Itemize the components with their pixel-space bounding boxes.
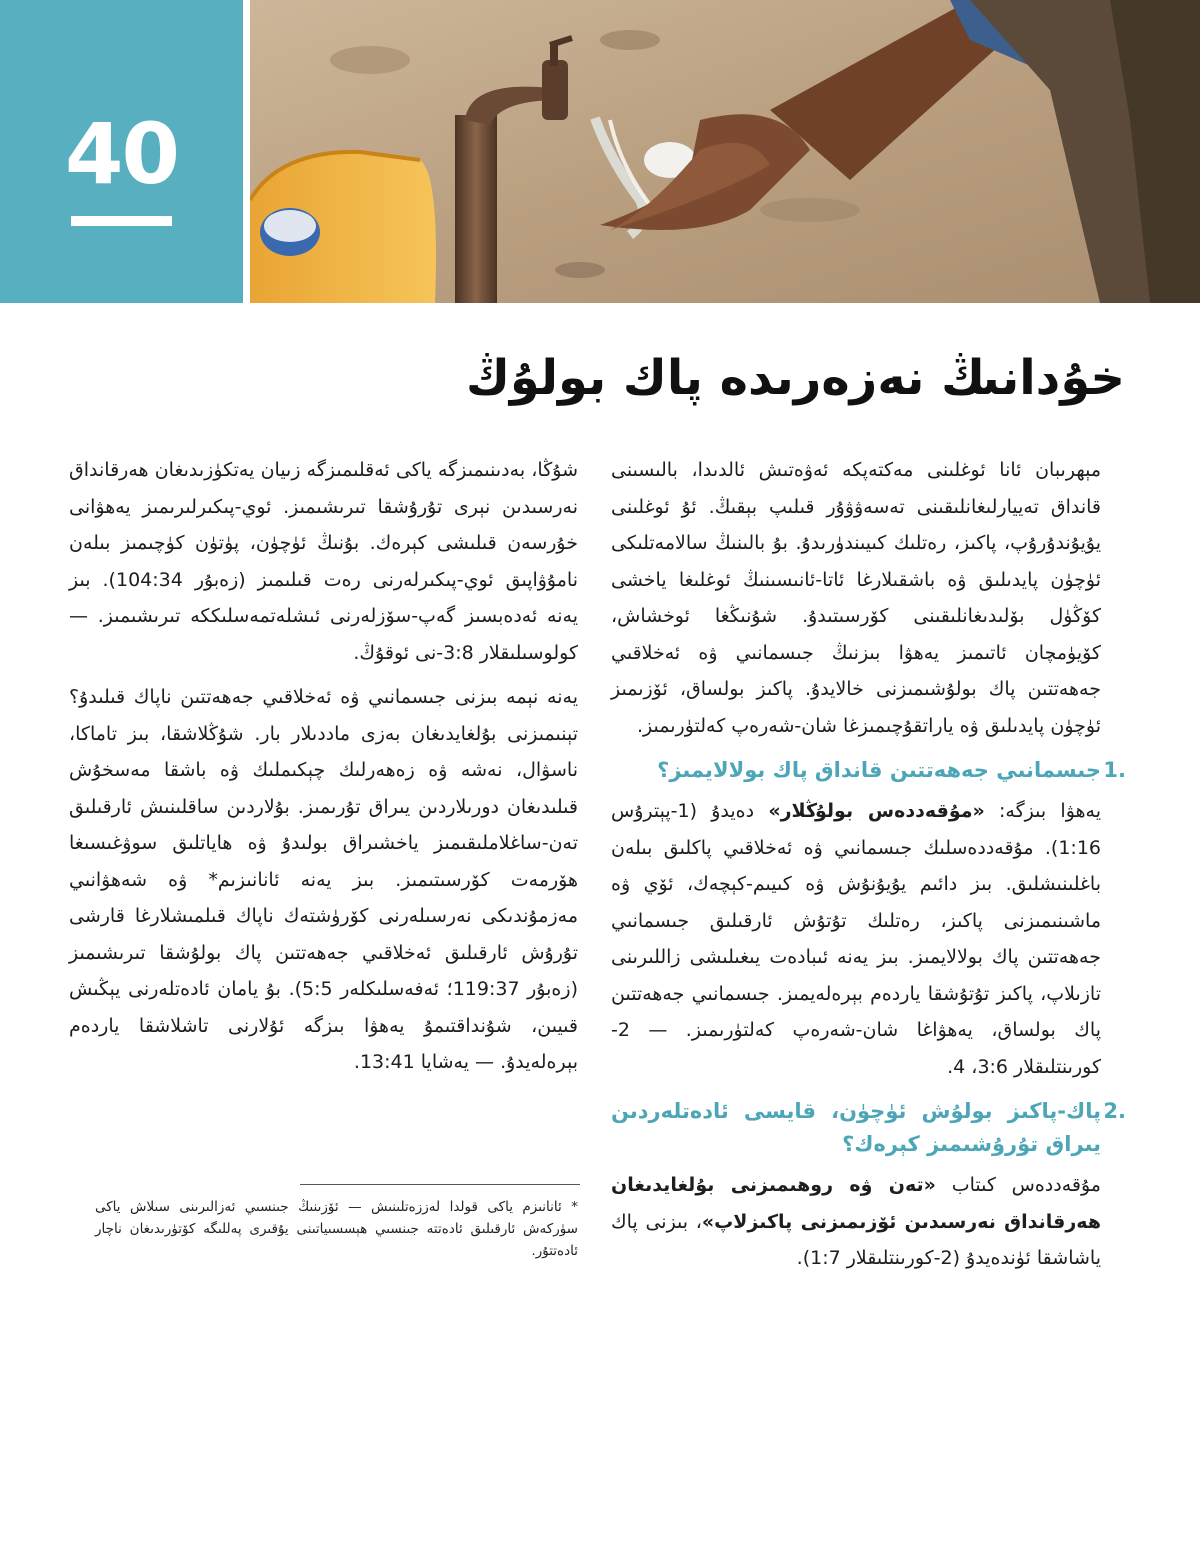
question-1-title: جىسمانىي جەھەتتىن قانداق پاك بولالايمىز؟ <box>657 758 1101 782</box>
lesson-number-underline <box>71 216 172 226</box>
question-2-body <box>611 1167 1101 1277</box>
lesson-number: 40 <box>65 105 178 203</box>
q1-body-rest: دەيدۇ (1-پېترۇس 1:16). مۇقەددەسلىك جىسمانىي ۋە ئەخلاقىي پاكلىق بىلەن باغلىنىشلىق. بىز دائىم يۇيۇنۇش ۋە كىيىم-كېچەك، ئۆي ۋە ماشىنىمىزنى پاكىز، رەتلىك تۇتۇش ئارقىلىق جىسمانىي جەھەتتىن پاك بولالايمىز. بىز يەنە ئىبادەت يىغىلىشى زاللىرىنى تازىلاپ، پاكىز تۇتۇشقا ياردەم بېرەلەيمىز. جىسمانىي جەھەتتىن پاك بولساق، يەھۋاغا شان-شەرەپ كەلتۈرىمىز. — 2-كورىنتلىقلار 3:6، 4. <box>611 800 1101 1078</box>
question-2-title: پاك-پاكىز بولۇش ئۈچۈن، قايسى ئادەتلەردىن يىراق تۇرۇشىمىز كېرەك؟ <box>611 1099 1101 1156</box>
hand-washing-image <box>250 0 1200 303</box>
left-paragraph-1: شۇڭا، بەدىنىمىزگە ياكى ئەقلىمىزگە زىيان يەتكۈزىدىغان ھەرقانداق نەرسىدىن نېرى تۇرۇشقا تىرىشىمىز. ئوي-پىكىرلىرىمىز يەھۋانى خۇرسەن قىلىشى كېرەك. بۇنىڭ ئۈچۈن، پۈتۈن كۈچىمىز بىلەن نامۇۋاپىق ئوي-پىكىرلەرنى رەت قىلىمىز (زەبۇر 104:34). بىز يەنە ئەدەبسىز گەپ-سۆزلەرنى ئىشلەتمەسلىككە تىرىشىمىز. — كولوسىلىقلار 3:8-نى ئوقۇڭ. <box>69 459 579 664</box>
left-column <box>69 452 578 1089</box>
left-paragraph-2: يەنە نېمە بىزنى جىسمانىي ۋە ئەخلاقىي جەھەتتىن ناپاك قىلىدۇ؟ تېنىمىزنى بۇلغايدىغان بەزى ماددىلار بار. شۇڭلاشقا، بىز تاماكا، ناسۋال، نەشە ۋە زەھەرلىك چېكىملىك ۋە باشقا مەسخۇش قىلىدىغان دورىلاردىن يىراق تۇرىمىز. بۇلاردىن ساقلىنىش ئارقىلىق تەن-ساغلاملىقىمىز ياخشىراق بولىدۇ ۋە ھاياتلىق سوۋغىسىغا ھۆرمەت كۆرسىتىمىز. بىز يەنە ئانانىزىم* ۋە شەھۋانىي مەزمۇندىكى نەرسىلەرنى كۆرۈشتەك ناپاك قىلمىشلارغا قارشى تۇرۇش ئارقىلىق ئەخلاقىي جەھەتتىن پاك بولۇشقا تىرىشىمىز (زەبۇر 119:37؛ ئەفەسلىكلەر 5:5). بۇ يامان ئادەتلەرنى يېڭىش قىيىن، شۇنداقتىمۇ يەھۋا بىزگە ئۇلارنى تاشلاشقا ياردەم بېرەلەيدۇ. — يەشايا 13:41. <box>69 686 578 1073</box>
question-1-heading <box>611 754 1126 787</box>
q2-body-start: مۇقەددەس كىتاب <box>935 1174 1101 1196</box>
question-2-heading <box>611 1095 1126 1161</box>
lesson-number-block <box>0 0 243 303</box>
q2-body-rest: ، بىزنى پاك ياشاشقا ئۈندەيدۇ (2-كورىنتلىقلار 1:7). <box>611 1210 1101 1269</box>
q1-body-quote: «مۇقەددەس بولۇڭلار» <box>768 800 985 822</box>
q1-body-start: يەھۋا بىزگە: <box>984 800 1101 822</box>
hero-photo <box>250 0 1200 303</box>
q2-body-quote: «تەن ۋە روھىمىزنى بۇلغايدىغان ھەرقانداق نەرسىدىن ئۆزىمىزنى پاكىزلاپ» <box>611 1174 1101 1233</box>
question-1-number: .1 <box>1103 758 1126 782</box>
footnote: * ئانانىزم ياكى قولدا لەززەتلىنىش — ئۆزىنىڭ جىنسىي ئەزالىرىنى سىلاش ياكى سۈركەش ئارقىلىق ئادەتتە جىنسىي ھېسسىياتىنى يۇقىرى پەللىگە كۆتۈرىدىغان ناچار ئادەتتۇر. <box>95 1199 578 1259</box>
intro-paragraph: مېھرىبان ئانا ئوغلىنى مەكتەپكە ئەۋەتىش ئالدىدا، بالىسىنى قانداق تەييارلىغانلىقىنى تەسەۋۋۇر قىلىپ بېقىڭ. ئۇ ئوغلىنى يۇيۇندۇرۇپ، پاكىز، رەتلىك كىيىندۈرىدۇ. بۇ بالىنىڭ سالامەتلىكى ئۈچۈن پايدىلىق ۋە باشقىلارغا ئاتا-ئانىسىنىڭ ئوغلىغا ياخشى كۆڭۈل بۆلىدىغانلىقىنى كۆرسىتىدۇ. شۇنىڭغا ئوخشاش، كۆيۈمچان ئاتىمىز يەھۋا بىزنىڭ جىسمانىي ۋە ئەخلاقىي جەھەتتىن پاك بولۇشىمىزنى خالايدۇ. پاكىز بولساق، ئۆزىمىز ئۈچۈن پايدىلىق ۋە ياراتقۇچىمىزغا شان-شەرەپ كەلتۈرىمىز. <box>611 459 1101 737</box>
right-column <box>611 452 1126 1285</box>
footnote-divider <box>300 1184 580 1185</box>
question-1-body <box>611 793 1101 1085</box>
lesson-title: خۇدانىڭ نەزەرىدە پاك بولۇڭ <box>465 350 1125 406</box>
question-2-number: .2 <box>1103 1099 1126 1123</box>
